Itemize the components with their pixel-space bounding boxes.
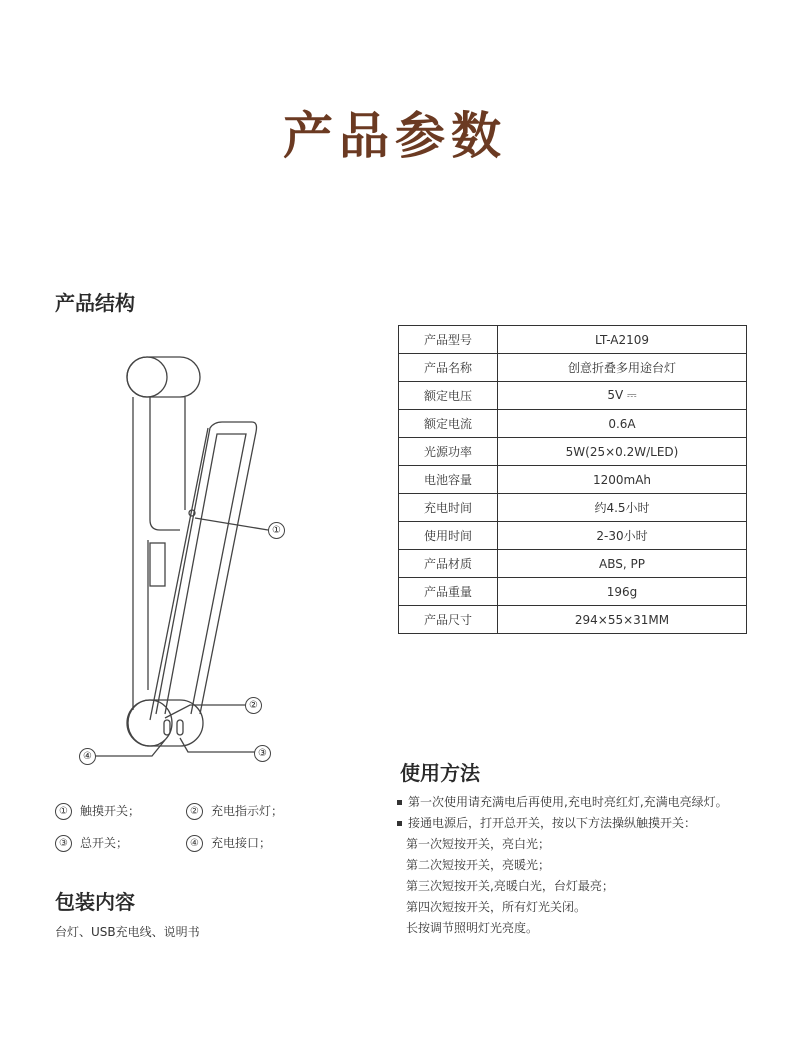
light-panel [156, 422, 257, 714]
spec-key: 额定电流 [399, 410, 498, 438]
legend-number: ① [55, 803, 72, 820]
usage-heading: 使用方法 [400, 761, 480, 785]
usage-bullet [397, 792, 777, 813]
usage-step: 第三次短按开关,亮暖白光，台灯最亮； [406, 879, 614, 893]
spec-key: 光源功率 [399, 438, 498, 466]
legend-label: 总开关； [80, 836, 129, 850]
top-hinge [127, 357, 200, 397]
spec-value: 294×55×31MM [498, 606, 747, 634]
legend-label: 充电指示灯； [211, 804, 284, 818]
usage-step: 长按调节照明灯光亮度。 [406, 921, 539, 935]
spec-row [399, 382, 747, 410]
spec-key: 电池容量 [399, 466, 498, 494]
spec-value: 0.6A [498, 410, 747, 438]
spec-table [398, 325, 747, 634]
bullet-icon [397, 821, 402, 826]
usage-step: 第二次短按开关，亮暖光； [406, 858, 551, 872]
legend-number: ② [186, 803, 203, 820]
spec-value: 196g [498, 578, 747, 606]
spec-row [399, 494, 747, 522]
legend-item [186, 834, 271, 852]
charge-port [164, 720, 170, 735]
bullet-icon [397, 800, 402, 805]
package-contents: 台灯、USB充电线、说明书 [55, 925, 200, 939]
spec-row [399, 438, 747, 466]
package-heading: 包装内容 [55, 890, 135, 914]
spec-row [399, 410, 747, 438]
spec-key: 使用时间 [399, 522, 498, 550]
usage-bullet-text: 接通电源后，打开总开关，按以下方法操纵触摸开关： [408, 816, 697, 830]
spec-key: 产品型号 [399, 326, 498, 354]
spec-row [399, 522, 747, 550]
spec-key: 产品重量 [399, 578, 498, 606]
spec-row [399, 326, 747, 354]
side-slot [150, 543, 165, 586]
spec-row [399, 550, 747, 578]
spec-value: 5V ⎓ [498, 382, 747, 410]
page-title: 产品参数 [283, 107, 507, 165]
usage-bullet-text: 第一次使用请充满电后再使用,充电时亮红灯,充满电亮绿灯。 [408, 795, 728, 809]
legend-number: ④ [186, 835, 203, 852]
spec-value: 创意折叠多用途台灯 [498, 354, 747, 382]
usage-bullet [397, 813, 777, 834]
spec-key: 额定电压 [399, 382, 498, 410]
legend-label: 触摸开关； [80, 804, 141, 818]
callout-4: ④ [79, 748, 96, 765]
legend-item [186, 802, 283, 820]
callout-3: ③ [254, 745, 271, 762]
spec-value: 2-30小时 [498, 522, 747, 550]
spec-value: 约4.5小时 [498, 494, 747, 522]
usage-step: 第一次短按开关，亮白光； [406, 837, 551, 851]
spec-key: 产品尺寸 [399, 606, 498, 634]
structure-heading: 产品结构 [55, 291, 135, 315]
spec-value: 1200mAh [498, 466, 747, 494]
spec-row [399, 466, 747, 494]
usage-step: 第四次短按开关，所有灯光关闭。 [406, 900, 587, 914]
callout-1: ① [268, 522, 285, 539]
callout-2: ② [245, 697, 262, 714]
spec-row [399, 354, 747, 382]
spec-key: 充电时间 [399, 494, 498, 522]
spec-key: 产品材质 [399, 550, 498, 578]
spec-value: LT-A2109 [498, 326, 747, 354]
legend-item [55, 834, 128, 852]
main-switch [177, 720, 183, 735]
spec-value: 5W(25×0.2W/LED) [498, 438, 747, 466]
legend-label: 充电接口； [211, 836, 272, 850]
spec-value: ABS, PP [498, 550, 747, 578]
spec-row [399, 578, 747, 606]
usage-instructions [397, 792, 777, 939]
spec-key: 产品名称 [399, 354, 498, 382]
spec-row [399, 606, 747, 634]
legend-number: ③ [55, 835, 72, 852]
legend-item [55, 802, 140, 820]
